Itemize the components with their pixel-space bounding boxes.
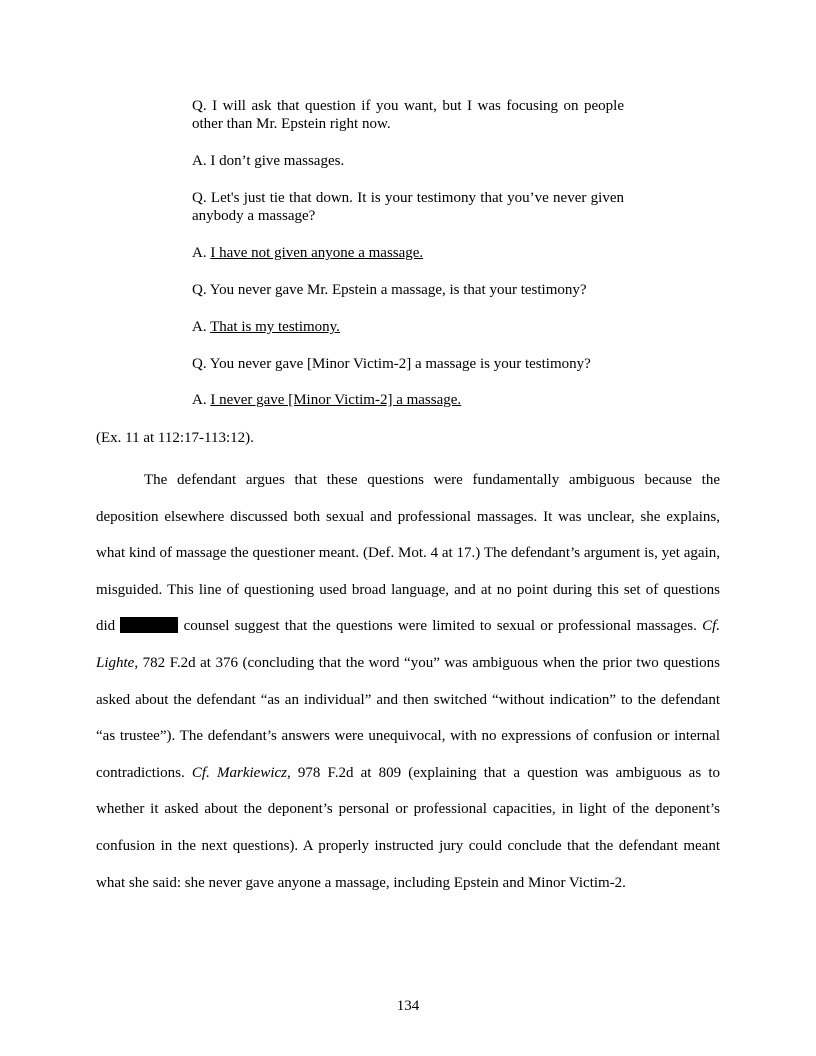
- body-paragraph: [96, 462, 720, 901]
- speaker-label: A.: [192, 392, 207, 408]
- transcript-text-underlined: I never gave [Minor Victim-2] a massage.: [210, 392, 462, 408]
- redaction-box: [120, 617, 178, 633]
- transcript-text-underlined: That is my testimony.: [210, 319, 340, 335]
- case-name: Markiewicz: [217, 764, 287, 781]
- speaker-label: Q.: [192, 356, 207, 372]
- speaker-label: A.: [192, 319, 207, 335]
- speaker-label: Q.: [192, 282, 207, 298]
- speaker-label: A.: [192, 245, 207, 261]
- transcript-line: [192, 318, 624, 336]
- transcript-text: I don’t give massages.: [210, 153, 345, 169]
- transcript-text: Let's just tie that down. It is your testimony that you’ve never given anybody a massage?: [192, 190, 624, 224]
- case-name: Lighte: [96, 654, 135, 671]
- signal-cf: Cf.: [191, 764, 210, 781]
- speaker-label: Q.: [192, 190, 207, 206]
- transcript-line: [192, 244, 624, 262]
- transcript-line: [192, 189, 624, 225]
- transcript-line: [192, 355, 624, 373]
- paragraph-text: , 978 F.2d at 809 (explaining that a question was ambiguous as to whether it asked about the deponent’s personal or professional capacities, in light of the deponent’s confusion in the next questions). A properly instructed jury could conclude that the defendant meant what she said: she never gave anyone a massage, including Epstein and Minor Victim-2.: [96, 764, 720, 891]
- transcript-line: [192, 391, 624, 409]
- transcript-line: [192, 281, 624, 299]
- transcript-text: You never gave [Minor Victim-2] a massage is your testimony?: [209, 356, 591, 372]
- transcript-line: [192, 97, 624, 133]
- transcript-text-underlined: I have not given anyone a massage.: [210, 245, 424, 261]
- signal-cf: Cf.: [702, 618, 721, 635]
- speaker-label: A.: [192, 153, 207, 169]
- transcript-text: You never gave Mr. Epstein a massage, is that your testimony?: [209, 282, 587, 298]
- paragraph-text: The defendant argues that these questions were fundamentally ambiguous because the deposition elsewhere discussed both sexual and professional massages. It was unclear, she explains, what kind of massage the questioner meant. (Def. Mot. 4 at 17.) The defendant’s argument is, yet again, misguided. This line of questioning used broad language, and at no point during this set of questions did: [96, 472, 720, 635]
- speaker-label: Q.: [192, 98, 207, 114]
- page-number: 134: [396, 998, 420, 1014]
- transcript-text: I will ask that question if you want, but I was focusing on people other than Mr. Epstein right now.: [192, 98, 625, 132]
- exhibit-citation: (Ex. 11 at 112:17-113:12).: [96, 430, 254, 446]
- transcript-line: [192, 152, 624, 170]
- paragraph-text: counsel suggest that the questions were limited to sexual or professional massages.: [183, 618, 703, 635]
- paragraph-text: , 782 F.2d at 376 (concluding that the word “you” was ambiguous when the prior two questions asked about the defendant “as an individual” and then switched “without indication” to the defendant “as trustee”). The defendant’s answers were unequivocal, with no expressions of confusion or internal contradictions.: [96, 654, 720, 781]
